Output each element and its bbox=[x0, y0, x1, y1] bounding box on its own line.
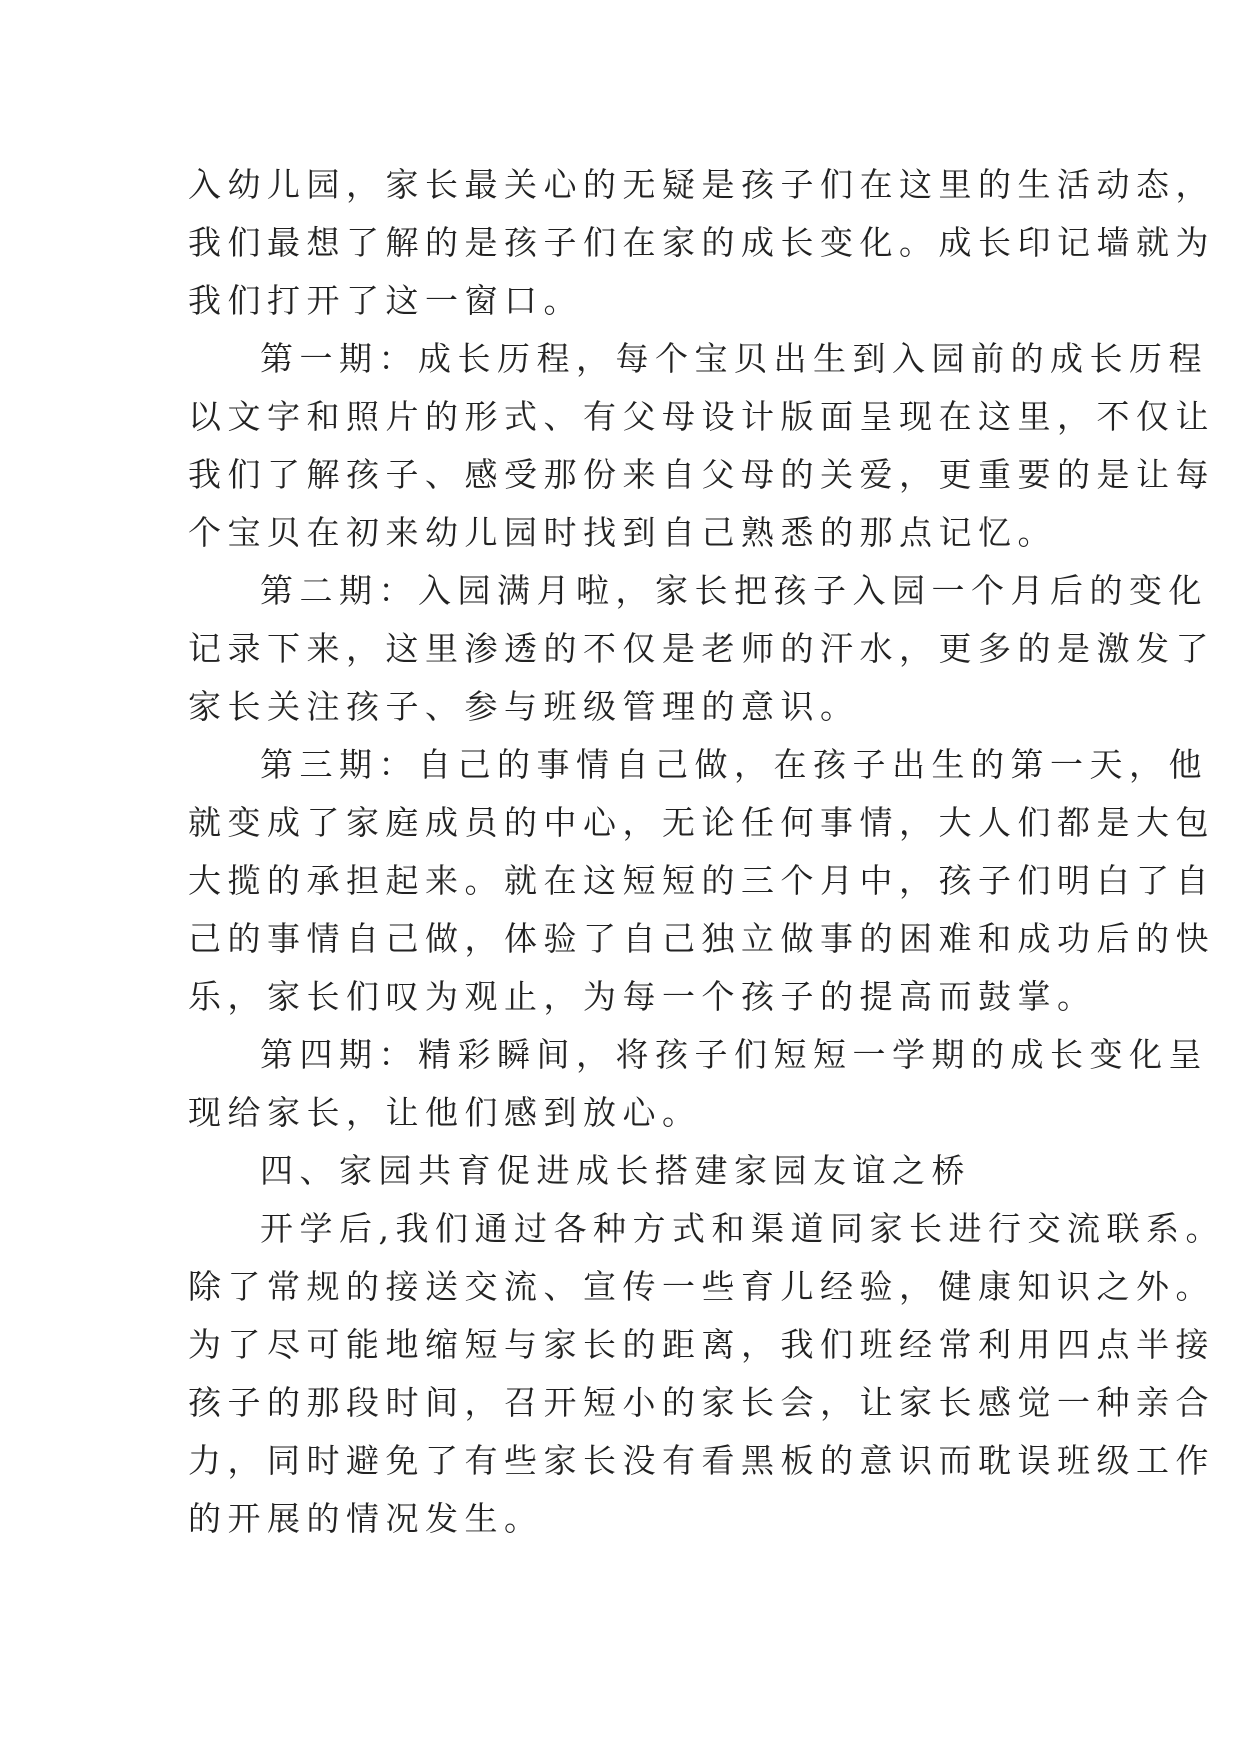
text-line: 除了常规的接送交流、宣传一些育儿经验，健康知识之外。 bbox=[188, 1267, 1215, 1306]
document-body bbox=[188, 156, 1225, 1548]
text-line: 记录下来，这里渗透的不仅是老师的汗水，更多的是激发了 bbox=[188, 629, 1215, 668]
text-line: 我们最想了解的是孩子们在家的成长变化。成长印记墙就为 bbox=[188, 223, 1215, 262]
text-line: 第二期：入园满月啦，家长把孩子入园一个月后的变化 bbox=[260, 571, 1208, 610]
text-line: 第一期：成长历程，每个宝贝出生到入园前的成长历程 bbox=[260, 339, 1208, 378]
text-line: 乐，家长们叹为观止，为每一个孩子的提高而鼓掌。 bbox=[188, 977, 1097, 1016]
text-line: 个宝贝在初来幼儿园时找到自己熟悉的那点记忆。 bbox=[188, 513, 1057, 552]
text-line: 的开展的情况发生。 bbox=[188, 1499, 544, 1538]
text-line: 第四期：精彩瞬间，将孩子们短短一学期的成长变化呈 bbox=[260, 1035, 1208, 1074]
text-line: 大揽的承担起来。就在这短短的三个月中，孩子们明白了自 bbox=[188, 861, 1215, 900]
text-line: 以文字和照片的形式、有父母设计版面呈现在这里，不仅让 bbox=[188, 397, 1215, 436]
text-line: 入幼儿园，家长最关心的无疑是孩子们在这里的生活动态， bbox=[188, 165, 1215, 204]
text-line: 开学后,我们通过各种方式和渠道同家长进行交流联系。 bbox=[260, 1209, 1225, 1248]
text-line: 我们了解孩子、感受那份来自父母的关爱，更重要的是让每 bbox=[188, 455, 1215, 494]
text-line: 为了尽可能地缩短与家长的距离，我们班经常利用四点半接 bbox=[188, 1325, 1215, 1364]
text-line: 己的事情自己做，体验了自己独立做事的困难和成功后的快 bbox=[188, 919, 1215, 958]
text-line: 孩子的那段时间，召开短小的家长会，让家长感觉一种亲合 bbox=[188, 1383, 1215, 1422]
text-line: 家长关注孩子、参与班级管理的意识。 bbox=[188, 687, 860, 726]
text-line: 就变成了家庭成员的中心，无论任何事情，大人们都是大包 bbox=[188, 803, 1215, 842]
section-heading: 四、家园共育促进成长搭建家园友谊之桥 bbox=[260, 1151, 971, 1190]
text-line: 现给家长，让他们感到放心。 bbox=[188, 1093, 702, 1132]
text-line: 我们打开了这一窗口。 bbox=[188, 281, 583, 320]
text-line: 力，同时避免了有些家长没有看黑板的意识而耽误班级工作 bbox=[188, 1441, 1215, 1480]
text-line: 第三期：自己的事情自己做，在孩子出生的第一天，他 bbox=[260, 745, 1208, 784]
